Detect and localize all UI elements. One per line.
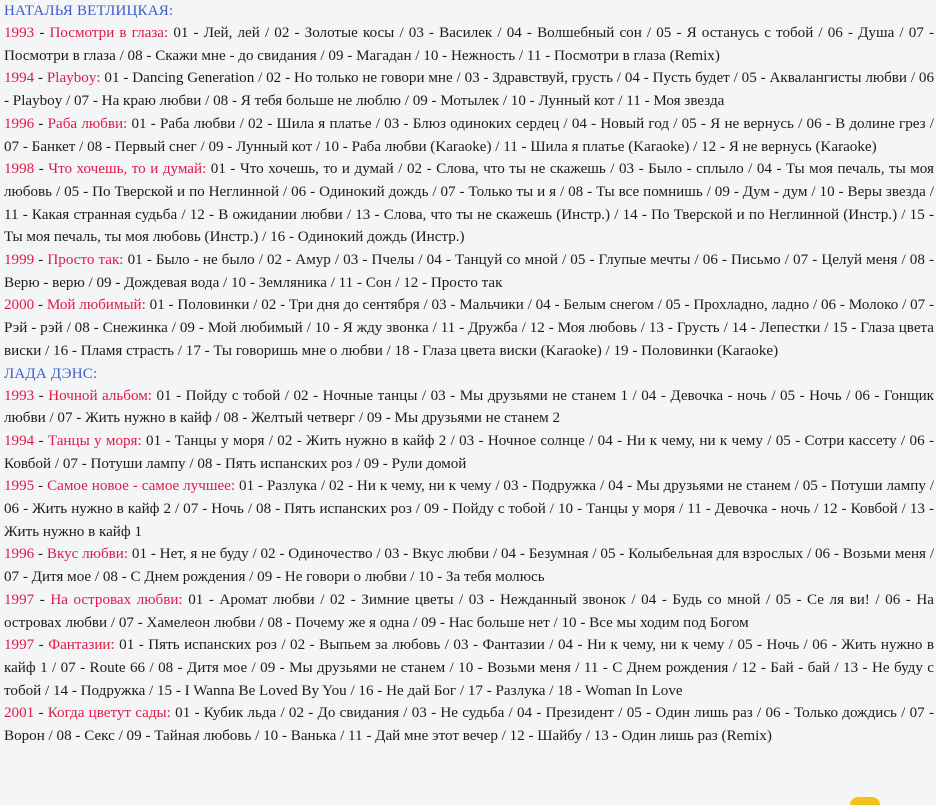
track-list: 01 - Было - не было / 02 - Амур / 03 - Пчелы / 04 - Танцуй со мной / 05 - Глупые мечты / 06 - Письмо / 07 - Целуй меня / 08 - Верю - верю / 09 - Дождевая вода / 10 - Земляника / 11 - Сон / 12 - Просто так	[4, 252, 934, 291]
album-entry: 1993 - Ночной альбом: 01 - Пойду с тобой / 02 - Ночные танцы / 03 - Мы друзьями не станем 1 / 04 - Девочка - ночь / 05 - Ночь / 06 - Гонщик любви / 07 - Жить нужно в кайф / 08 - Желтый четверг / 09 - Мы друзьями не станем 2	[4, 387, 934, 427]
album-entry: 1999 - Просто так: 01 - Было - не было / 02 - Амур / 03 - Пчелы / 04 - Танцуй со мной / 05 - Глупые мечты / 06 - Письмо / 07 - Целуй меня / 08 - Верю - верю / 09 - Дождевая вода / 10 - Земляника / 11 - Сон / 12 - Просто так	[4, 252, 934, 291]
album-entry: 1996 - Раба любви: 01 - Раба любви / 02 - Шила я платье / 03 - Блюз одиноких сердец / 04 - Новый год / 05 - Я не вернусь / 06 - В долине грез / 07 - Банкет / 08 - Первый снег / 09 - Лунный кот / 10 - Раба любви (Karaoke) / 11 - Шила я платье (Karaoke) / 12 - Я не вернусь (Karaoke)	[4, 115, 934, 155]
album-title: Playboy:	[46, 70, 101, 87]
album-title: Когда цветут сады:	[47, 705, 171, 722]
artist-header: НАТАЛЬЯ ВЕТЛИЦКАЯ:	[4, 3, 174, 19]
track-list: 01 - Dancing Generation / 02 - Но только не говори мне / 03 - Здравствуй, грусть / 04 - Пусть будет / 05 - Аквалангисты любви / 06 - Playboy / 07 - На краю любви / 08 - Я тебя больше не люблю / 09 - Мотылек / 10 - Лунный кот / 11 - Моя звезда	[4, 70, 934, 110]
track-list: 01 - Что хочешь, то и думай / 02 - Слова, что ты не скажешь / 03 - Было - сплыло / 04 - Ты моя печаль, ты моя любовь / 05 - По Тверской и по Неглинной / 06 - Одинокий дождь / 07 - Только ты и я / 08 - Ты все помнишь / 09 - Дум - дум / 10 - Веры звезда / 11 - Какая странная судьба / 12 - В ожидании любви / 13 - Слова, что ты не скажешь (Инстр.) / 14 - По Тверской и по Неглинной (Инстр.) / 15 - Ты моя печаль, ты моя любовь (Инстр.) / 16 - Одинокий дождь (Инстр.)	[4, 161, 934, 246]
album-year: 1994	[4, 70, 35, 87]
album-entry: 1993 - Посмотри в глаза: 01 - Лей, лей / 02 - Золотые косы / 03 - Василек / 04 - Волшебный сон / 05 - Я останусь с тобой / 06 - Душа / 07 - Посмотри в глаза / 08 - Скажи мне - до свидания / 09 - Магадан / 10 - Нежность / 11 - Посмотри в глаза (Remix)	[4, 25, 934, 64]
track-list: 01 - Танцы у моря / 02 - Жить нужно в кайф 2 / 03 - Ночное солнце / 04 - Ни к чему, ни к чему / 05 - Сотри кассету / 06 - Ковбой / 07 - Потуши лампу / 08 - Пять испанских роз / 09 - Рули домой	[4, 432, 934, 472]
album-entry: 2000 - Мой любимый: 01 - Половинки / 02 - Три дня до сентября / 03 - Мальчики / 04 - Белым снегом / 05 - Прохладно, ладно / 06 - Молоко / 07 - Рэй - рэй / 08 - Снежинка / 09 - Мой любимый / 10 - Я жду звонка / 11 - Дружба / 12 - Моя любовь / 13 - Грусть / 14 - Лепестки / 15 - Глаза цвета виски / 16 - Пламя страсть / 17 - Ты говоришь мне о любви / 18 - Глаза цвета виски (Karaoke) / 19 - Половинки (Karaoke)	[4, 297, 934, 359]
album-entry: 1995 - Самое новое - самое лучшее: 01 - Разлука / 02 - Ни к чему, ни к чему / 03 - Подружка / 04 - Мы друзьями не станем / 05 - Потуши лампу / 06 - Жить нужно в кайф 2 / 07 - Ночь / 08 - Пять испанских роз / 09 - Пойду с тобой / 10 - Танцы у моря / 11 - Девочка - ночь / 12 - Ковбой / 13 - Жить нужно в кайф 1	[4, 478, 934, 540]
album-year: 1996	[4, 546, 35, 563]
artist-header: ЛАДА ДЭНС:	[4, 365, 98, 382]
track-list: 01 - Лей, лей / 02 - Золотые косы / 03 - Василек / 04 - Волшебный сон / 05 - Я останусь с тобой / 06 - Душа / 07 - Посмотри в глаза / 08 - Скажи мне - до свидания / 09 - Магадан / 10 - Нежность / 11 - Посмотри в глаза (Remix)	[4, 25, 934, 64]
track-list: 01 - Раба любви / 02 - Шила я платье / 03 - Блюз одиноких сердец / 04 - Новый год / 05 - Я не вернусь / 06 - В долине грез / 07 - Банкет / 08 - Первый снег / 09 - Лунный кот / 10 - Раба любви (Karaoke) / 11 - Шила я платье (Karaoke) / 12 - Я не вернусь (Karaoke)	[4, 115, 934, 155]
album-year: 1999	[4, 252, 35, 269]
track-list: 01 - Половинки / 02 - Три дня до сентября / 03 - Мальчики / 04 - Белым снегом / 05 - Прохладно, ладно / 06 - Молоко / 07 - Рэй - рэй / 08 - Снежинка / 09 - Мой любимый / 10 - Я жду звонка / 11 - Дружба / 12 - Моя любовь / 13 - Грусть / 14 - Лепестки / 15 - Глаза цвета виски / 16 - Пламя страсть / 17 - Ты говоришь мне о любви / 18 - Глаза цвета виски (Karaoke) / 19 - Половинки (Karaoke)	[4, 297, 934, 359]
album-entry: 1996 - Вкус любви: 01 - Нет, я не буду / 02 - Одиночество / 03 - Вкус любви / 04 - Безумная / 05 - Колыбельная для взрослых / 06 - Возьми меня / 07 - Дитя мое / 08 - С Днем рождения / 09 - Не говори о любви / 10 - За тебя молюсь	[4, 546, 935, 586]
track-list: 01 - Аромат любви / 02 - Зимние цветы / 03 - Нежданный звонок / 04 - Будь со мной / 05 - Се ля ви! / 06 - На островах любви / 07 - Хамелеон любви / 08 - Почему же я одна / 09 - Нас больше нет / 10 - Все мы ходим под Богом	[4, 591, 934, 631]
album-year: 2001	[4, 705, 35, 722]
album-title: Мой любимый:	[46, 297, 146, 314]
album-year: 1996	[4, 115, 35, 132]
album-year: 1998	[4, 161, 35, 178]
album-title: Ночной альбом:	[48, 387, 152, 404]
album-title: Посмотри в глаза:	[49, 25, 169, 41]
section-vetlitskaya	[4, 0, 934, 363]
album-entry: 1997 - На островах любви: 01 - Аромат любви / 02 - Зимние цветы / 03 - Нежданный звонок / 04 - Будь со мной / 05 - Се ля ви! / 06 - На островах любви / 07 - Хамелеон любви / 08 - Почему же я одна / 09 - Нас больше нет / 10 - Все мы ходим под Богом	[4, 591, 934, 631]
album-year: 1994	[4, 432, 35, 449]
album-year: 1993	[4, 387, 35, 404]
section-lada-dance	[4, 363, 934, 748]
album-entry: 1997 - Фантазии: 01 - Пять испанских роз / 02 - Выпьем за любовь / 03 - Фантазии / 04 - Ни к чему, ни к чему / 05 - Ночь / 06 - Жить нужно в кайф 1 / 07 - Route 66 / 08 - Дитя мое / 09 - Мы друзьями не станем / 10 - Возьми меня / 11 - С Днем рождения / 12 - Бай - бай / 13 - Не буду с тобой / 14 - Подружка / 15 - I Wanna Be Loved By You / 16 - Не дай Бог / 17 - Разлука / 18 - Woman In Love	[4, 637, 934, 699]
album-entry: 1994 - Playboy: 01 - Dancing Generation / 02 - Но только не говори мне / 03 - Здравствуй, грусть / 04 - Пусть будет / 05 - Аквалангисты любви / 06 - Playboy / 07 - На краю любви / 08 - Я тебя больше не люблю / 09 - Мотылек / 10 - Лунный кот / 11 - Моя звезда	[4, 70, 934, 110]
album-title: Самое новое - самое лучшее:	[47, 478, 236, 495]
track-list: 01 - Разлука / 02 - Ни к чему, ни к чему / 03 - Подружка / 04 - Мы друзьями не станем / 05 - Потуши лампу / 06 - Жить нужно в кайф 2 / 07 - Ночь / 08 - Пять испанских роз / 09 - Пойду с тобой / 10 - Танцы у моря / 11 - Девочка - ночь / 12 - Ковбой / 13 - Жить нужно в кайф 1	[4, 478, 934, 540]
album-title: Просто так:	[47, 252, 124, 269]
track-list: 01 - Кубик льда / 02 - До свидания / 03 - Не судьба / 04 - Президент / 05 - Один лишь раз / 06 - Только дождись / 07 - Ворон / 08 - Секс / 09 - Тайная любовь / 10 - Ванька / 11 - Дай мне этот вечер / 12 - Шайбу / 13 - Один лишь раз (Remix)	[4, 705, 934, 745]
album-year: 2000	[4, 297, 35, 314]
album-title: Фантазии:	[48, 637, 115, 654]
album-title: Танцы у моря:	[47, 432, 142, 449]
track-list: 01 - Нет, я не буду / 02 - Одиночество / 03 - Вкус любви / 04 - Безумная / 05 - Колыбельная для взрослых / 06 - Возьми меня / 07 - Дитя мое / 08 - С Днем рождения / 09 - Не говори о любви / 10 - За тебя молюсь	[4, 546, 935, 586]
track-list: 01 - Пойду с тобой / 02 - Ночные танцы / 03 - Мы друзьями не станем 1 / 04 - Девочка - ночь / 05 - Ночь / 06 - Гонщик любви / 07 - Жить нужно в кайф / 08 - Желтый четверг / 09 - Мы друзьями не станем 2	[4, 387, 934, 427]
album-entry: 1994 - Танцы у моря: 01 - Танцы у моря / 02 - Жить нужно в кайф 2 / 03 - Ночное солнце / 04 - Ни к чему, ни к чему / 05 - Сотри кассету / 06 - Ковбой / 07 - Потуши лампу / 08 - Пять испанских роз / 09 - Рули домой	[4, 432, 934, 472]
track-list: 01 - Пять испанских роз / 02 - Выпьем за любовь / 03 - Фантазии / 04 - Ни к чему, ни к чему / 05 - Ночь / 06 - Жить нужно в кайф 1 / 07 - Route 66 / 08 - Дитя мое / 09 - Мы друзьями не станем / 10 - Возьми меня / 11 - С Днем рождения / 12 - Бай - бай / 13 - Не буду с тобой / 14 - Подружка / 15 - I Wanna Be Loved By You / 16 - Не дай Бог / 17 - Разлука / 18 - Woman In Love	[4, 637, 934, 699]
album-entry: 1998 - Что хочешь, то и думай: 01 - Что хочешь, то и думай / 02 - Слова, что ты не скажешь / 03 - Было - сплыло / 04 - Ты моя печаль, ты моя любовь / 05 - По Тверской и по Неглинной / 06 - Одинокий дождь / 07 - Только ты и я / 08 - Ты все помнишь / 09 - Дум - дум / 10 - Веры звезда / 11 - Какая странная судьба / 12 - В ожидании любви / 13 - Слова, что ты не скажешь (Инстр.) / 14 - По Тверской и по Неглинной (Инстр.) / 15 - Ты моя печаль, ты моя любовь (Инстр.) / 16 - Одинокий дождь (Инстр.)	[4, 161, 934, 246]
decorative-sun-mark	[850, 797, 880, 805]
album-entry: 2001 - Когда цветут сады: 01 - Кубик льда / 02 - До свидания / 03 - Не судьба / 04 - Президент / 05 - Один лишь раз / 06 - Только дождись / 07 - Ворон / 08 - Секс / 09 - Тайная любовь / 10 - Ванька / 11 - Дай мне этот вечер / 12 - Шайбу / 13 - Один лишь раз (Remix)	[4, 705, 934, 745]
album-year: 1993	[4, 25, 35, 41]
album-year: 1997	[4, 637, 35, 654]
album-title: Раба любви:	[47, 115, 128, 132]
album-title: На островах любви:	[50, 591, 183, 608]
album-title: Вкус любви:	[46, 546, 129, 563]
album-year: 1995	[4, 478, 35, 495]
album-title: Что хочешь, то и думай:	[48, 161, 207, 178]
album-year: 1997	[4, 591, 35, 608]
